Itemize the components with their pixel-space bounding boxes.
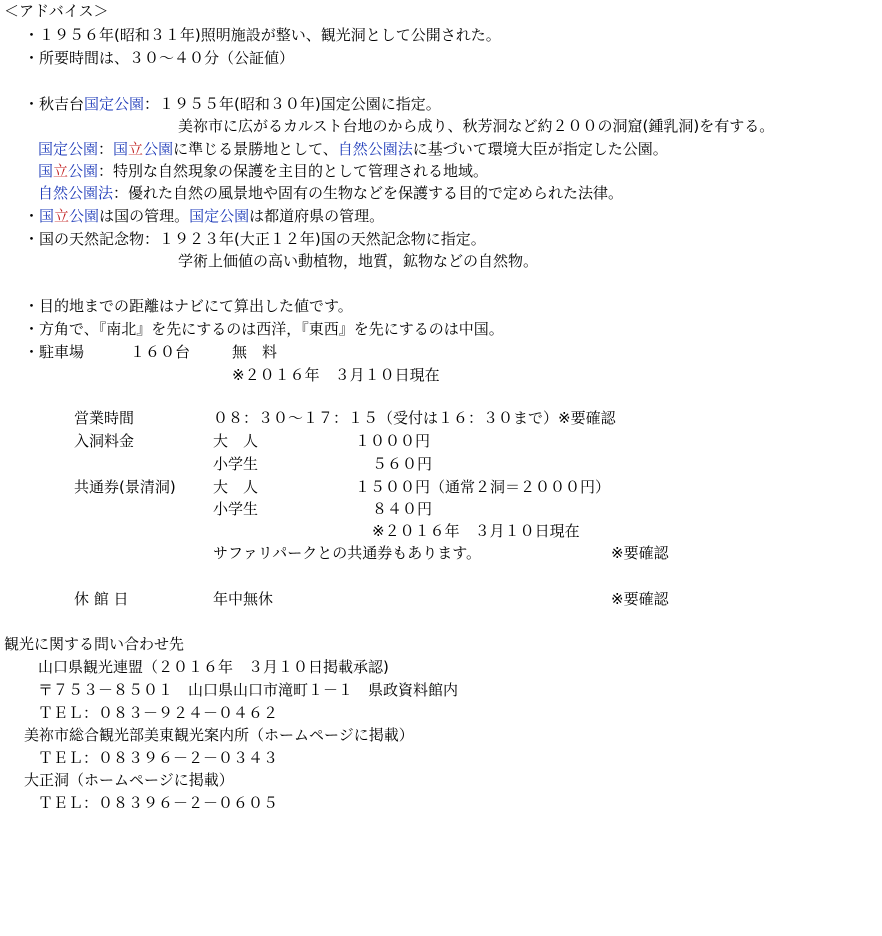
advice-heading: ＜アドバイス＞ [4, 2, 109, 20]
law-term: 自然公園法 [337, 140, 413, 158]
management-text: は都道府県の管理。 [249, 207, 385, 225]
direction-note: ・方角で、『南北』を先にするのは西洋，『東西』を先にするのは中国。 [24, 320, 504, 338]
hours-value: ０８：３０～１７：１５（受付は１６：３０まで）※要確認 [213, 409, 616, 427]
term-part-highlight: 立 [54, 207, 70, 225]
parking-fee: 無 料 [232, 343, 278, 361]
open-note: ・１９５６年(昭和３１年)照明施設が整い、観光洞として公開された。 [24, 26, 501, 44]
colon: ： [98, 140, 114, 158]
definition-text: ：優れた自然の風景地や固有の生物などを保護する目的で定められた法律。 [113, 184, 624, 202]
combo-ticket-label: 共通券(景清洞) [74, 478, 176, 496]
park-designation: ：１９５５年(昭和３０年)国定公園に指定。 [144, 95, 441, 113]
park-name: 秋吉台 [39, 95, 85, 113]
management-text: は国の管理。 [99, 207, 190, 225]
term-part: 公園 [143, 140, 174, 158]
contact-org-3: 大正洞（ホームページに掲載） [24, 771, 234, 789]
term-part-highlight: 立 [128, 140, 144, 158]
quasi-national-park-definition [38, 139, 668, 159]
contact-org-1-address: 〒７５３－８５０１ 山口県山口市滝町１－１ 県政資料館内 [38, 681, 459, 699]
closed-value: 年中無休 [213, 590, 274, 608]
adult-fee: １０００円 [355, 432, 431, 450]
term-part: 公園 [69, 207, 100, 225]
distance-note: ・目的地までの距離はナビにて算出した値です。 [24, 297, 353, 315]
safari-combo-note: サファリパークとの共通券もあります。 [213, 544, 482, 562]
check-note: ※要確認 [611, 590, 669, 608]
term-part: 国 [38, 162, 54, 180]
contacts-heading: 観光に関する問い合わせ先 [4, 635, 185, 653]
combo-adult-label: 大 人 [213, 478, 259, 496]
combo-child-label: 小学生 [213, 500, 259, 518]
natural-park-law-definition [38, 183, 623, 203]
admission-label: 入洞料金 [74, 432, 135, 450]
term-part: 公園 [68, 162, 99, 180]
contact-org-3-tel: ＴＥＬ：０８３９６－２－０６０５ [38, 794, 279, 812]
child-label: 小学生 [213, 455, 259, 473]
combo-child-fee: ８４０円 [372, 500, 433, 518]
national-park-definition [38, 161, 488, 181]
check-note: ※要確認 [611, 544, 669, 562]
closed-label: 休 館 日 [74, 590, 129, 608]
definition-text: に準じる景勝地として、 [173, 140, 338, 158]
contact-org-2: 美祢市総合観光部美東観光案内所（ホームページに掲載） [24, 726, 414, 744]
natural-monument-description: 学術上価値の高い動植物，地質，鉱物などの自然物。 [178, 252, 539, 270]
management-note [24, 206, 384, 226]
definition-text: ：特別な自然現象の保護を主目的として管理される地域。 [98, 162, 489, 180]
fee-as-of: ※２０１６年 ３月１０日現在 [372, 522, 580, 540]
bullet: ・ [24, 207, 40, 225]
term: 国定公園 [38, 140, 99, 158]
parking-label: ・駐車場 [24, 343, 85, 361]
park-description: 美祢市に広がるカルスト台地のから成り、秋芳洞など約２００の洞窟(鍾乳洞)を有する。 [178, 117, 775, 135]
contact-org-1-tel: ＴＥＬ：０８３－９２４－０４６２ [38, 704, 279, 722]
child-fee: ５６０円 [372, 455, 433, 473]
term-part: 国 [39, 207, 55, 225]
combo-adult-fee: １５００円（通常２洞＝２０００円） [355, 478, 611, 496]
duration-note: ・所要時間は、３０～４０分（公証値） [24, 49, 295, 67]
term-part: 国 [113, 140, 129, 158]
parking-as-of: ※２０１６年 ３月１０日現在 [232, 366, 440, 384]
natural-monument-note: ・国の天然記念物：１９２３年(大正１２年)国の天然記念物に指定。 [24, 230, 486, 248]
adult-label: 大 人 [213, 432, 259, 450]
contact-org-1: 山口県観光連盟（２０１６年 ３月１０日掲載承認) [38, 658, 389, 676]
parking-count: １６０台 [130, 343, 191, 361]
quasi-national-park-term: 国定公園 [84, 95, 145, 113]
park-line [24, 94, 441, 114]
contact-org-2-tel: ＴＥＬ：０８３９６－２－０３４３ [38, 749, 279, 767]
law-term: 自然公園法 [38, 184, 114, 202]
quasi-national-park-term: 国定公園 [189, 207, 250, 225]
definition-text: に基づいて環境大臣が指定した公園。 [412, 140, 668, 158]
term-part-highlight: 立 [53, 162, 69, 180]
bullet: ・ [24, 95, 40, 113]
hours-label: 営業時間 [74, 409, 135, 427]
